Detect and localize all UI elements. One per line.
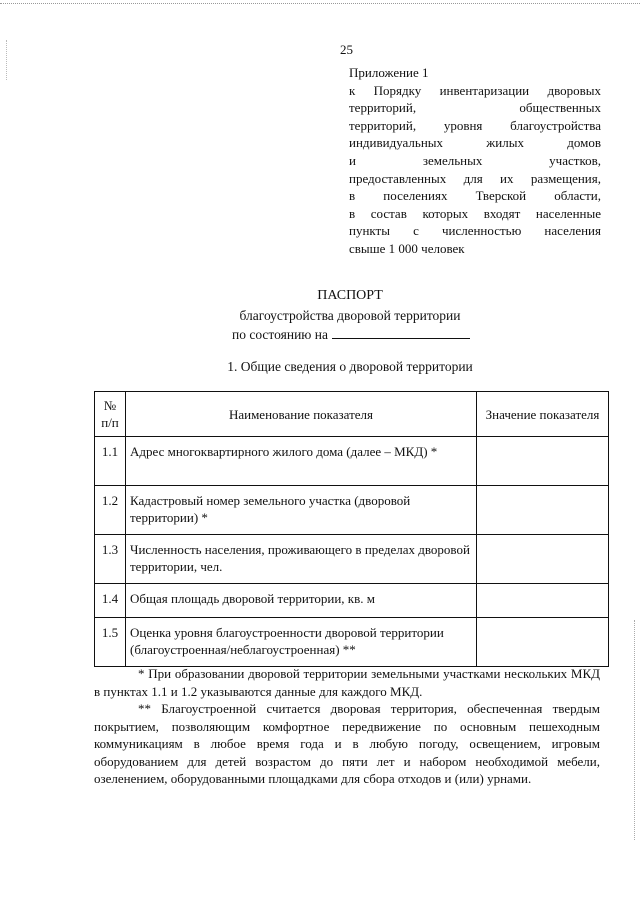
row-value-cell[interactable] [477,584,609,618]
row-num: 1.3 [95,535,126,584]
appendix-line: свыше 1 000 человек [349,240,465,256]
row-name: Кадастровый номер земельного участка (дворовой территории) * [126,486,477,535]
footnote-single-star: * При образовании дворовой территории земельными участками нескольких МКД в пунктах 1.1 и 1.2 указываются данные для каждого МКД. [94,666,600,699]
section-title: 1. Общие сведения о дворовой территории [227,359,473,374]
passport-date-label: по состоянию на [232,327,328,342]
header-num: № п/п [95,392,126,437]
row-num: 1.1 [95,437,126,486]
date-blank-field[interactable] [332,326,470,339]
appendix-line: в состав которых входят населенные [349,205,601,221]
passport-title: ПАСПОРТ [317,288,383,303]
appendix-line: индивидуальных жилых домов [349,135,601,151]
row-num: 1.2 [95,486,126,535]
row-name: Оценка уровня благоустроенности дворовой территории (благоустроенная/неблагоустроенная) ** [126,618,477,667]
appendix-line: к Порядку инвентаризации дворовых [349,82,601,98]
appendix-line: в поселениях Тверской области, [349,188,601,204]
appendix-line: и земельных участков, [349,152,601,168]
page-number: 25 [340,42,353,57]
row-num: 1.5 [95,618,126,667]
footnote-double-star: ** Благоустроенной считается дворовая территория, обеспеченная твердым покрытием, позволяющим комфортное передвижение по основным пешеходным коммуникациям в любое время года и в любую погоду, освещением, игровым оборудованием для детей возрастом до пяти лет и набором необходимой мебели, озеленением, оборудованными площадками для сбора отходов и (или) урнами. [94,701,600,786]
header-value: Значение показателя [477,392,609,437]
appendix-title: Приложение 1 [349,65,429,80]
row-value-cell[interactable] [477,535,609,584]
passport-subtitle: благоустройства дворовой территории [239,308,461,323]
scan-top-edge [0,3,640,4]
appendix-line: пункты с численностью населения [349,223,601,239]
table-row [95,437,609,486]
row-name: Общая площадь дворовой территории, кв. м [126,584,477,618]
scan-right-marks [634,620,636,840]
table-row [95,535,609,584]
table-header-row [95,392,609,437]
row-value-cell[interactable] [477,618,609,667]
row-name: Адрес многоквартирного жилого дома (далее – МКД) * [126,437,477,486]
table-row [95,618,609,667]
row-name: Численность населения, проживающего в пределах дворовой территории, чел. [126,535,477,584]
appendix-line: территорий, общественных [349,100,601,116]
appendix-block [349,64,601,258]
passport-date-line [232,326,470,343]
table-row [95,584,609,618]
header-name: Наименование показателя [126,392,477,437]
info-table [94,391,609,667]
row-num: 1.4 [95,584,126,618]
row-value-cell[interactable] [477,486,609,535]
appendix-line: территорий, уровня благоустройства [349,117,601,133]
table-row [95,486,609,535]
appendix-line: предоставленных для их размещения, [349,170,601,186]
footnotes [94,665,600,788]
scan-left-marks [6,40,8,80]
row-value-cell[interactable] [477,437,609,486]
